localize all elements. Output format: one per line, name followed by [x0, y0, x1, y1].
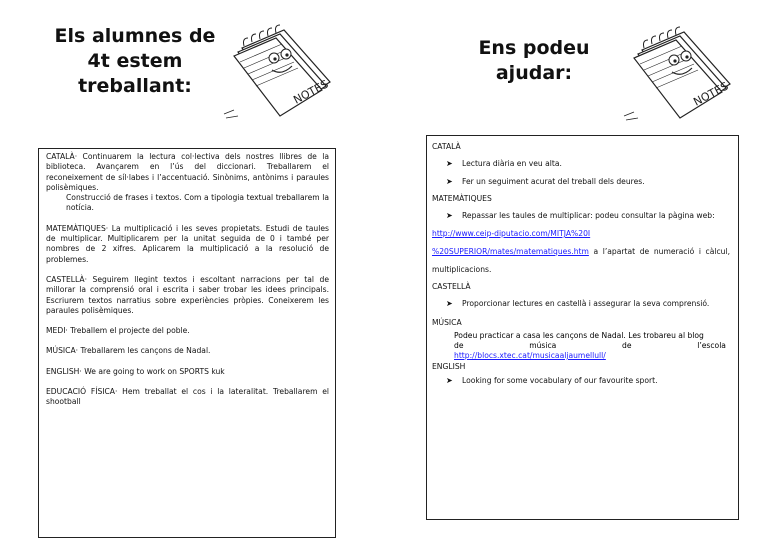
section-musica [46, 346, 329, 356]
section-text: Continuarem la lectura col·lectiva dels nostres llibres de la biblioteca. Avançarem en l’ús del diccionari. Treballarem el reconeixement de síl·labes i l’accentuació. Sinònims, antònims i paraules polisèmiques. [46, 152, 329, 192]
right-title: Ens podeu ajudar: [478, 37, 590, 84]
left-title: Els alumnes de 4t estem treballant: [54, 25, 216, 97]
section-text: Treballarem les cançons de Nadal. [78, 346, 211, 356]
section-heading: CATALÀ· [46, 152, 78, 161]
section-heading: EDUCACIÓ FÍSICA· [46, 387, 118, 397]
word: música [529, 341, 557, 350]
section-heading: CASTELLÀ· [46, 274, 87, 284]
section-heading: ENGLISH· [46, 366, 82, 376]
english-heading: ENGLISH [432, 362, 466, 371]
musica-heading: MÚSICA [432, 318, 462, 327]
section-castella [46, 275, 329, 316]
section-text: Seguirem llegint textos i escoltant narracions per tal de millorar la comprensió oral i escrita i saber trobar les idees principals. Escriurem textos narratius sobre experiències pròpies. Coneixerem les paraules polisèmiques. [46, 274, 329, 315]
list-item: ➤ Fer un seguiment acurat del treball dels deures. [432, 173, 730, 191]
list-item: ➤ Proporcionar lectures en castellà i assegurar la seva comprensió. [432, 295, 730, 313]
section-ef [46, 387, 329, 408]
notes-mascot-icon [222, 18, 344, 120]
mates-heading: MATEMÀTIQUES [432, 194, 492, 203]
catala-heading: CATALÀ [432, 142, 461, 151]
mates-link[interactable]: http://www.ceip-diputacio.com/MITJA%20I %20SUPERIOR/mates/matematiques.htm [432, 229, 591, 256]
word: de [622, 341, 632, 350]
list-item: ➤ Lectura diària en veu alta. [432, 155, 730, 173]
musica-line2 [454, 341, 730, 351]
mates-after: a l’apartat de numeració i càlcul, multiplicacions. [432, 247, 730, 274]
section-text: Hem treballat el cos i la lateralitat. Treballarem el shootball [46, 387, 329, 407]
section-heading: MÚSICA· [46, 346, 79, 356]
section-catala [46, 152, 329, 214]
list-item: ➤ Looking for some vocabulary of our favourite sport. [432, 372, 730, 390]
right-content-box [426, 135, 739, 520]
section-subtext: Construcció de frases i textos. Com a tipologia textual treballarem la notícia. [66, 193, 329, 213]
musica-link[interactable]: http://blocs.xtec.cat/musicaaljaumellull/ [454, 351, 606, 360]
section-english [46, 367, 329, 377]
notes-label: NOTES [291, 77, 331, 107]
musica-paragraph [432, 331, 730, 361]
word: l’escola [697, 341, 726, 350]
left-content-box [38, 148, 336, 538]
list-item: ➤ Repassar les taules de multiplicar: podeu consultar la pàgina web: [432, 211, 715, 220]
section-heading: MATEMÀTIQUES· [46, 223, 109, 233]
castella-heading: CASTELLÀ [432, 282, 471, 291]
section-text: We are going to work on SPORTS kuk [81, 366, 225, 376]
section-text: Treballem el projecte del poble. [67, 326, 190, 336]
section-medi [46, 326, 329, 336]
mates-paragraph [432, 207, 730, 279]
section-text: La multiplicació i les seves propietats. Estudi de taules de multiplicar. Multiplicarem per la unitat seguida de 0 i també per nombres de 2 xifres. Aplicarem la multiplicació a la resolució de problemes. [46, 223, 329, 264]
section-heading: MEDI· [46, 326, 68, 336]
notes-label: NOTES [691, 79, 731, 109]
musica-text: Podeu practicar a casa les cançons de Nadal. Les trobareu al blog [454, 331, 704, 340]
notes-mascot-icon [622, 20, 744, 122]
section-mates [46, 224, 329, 265]
word: de [454, 341, 464, 350]
